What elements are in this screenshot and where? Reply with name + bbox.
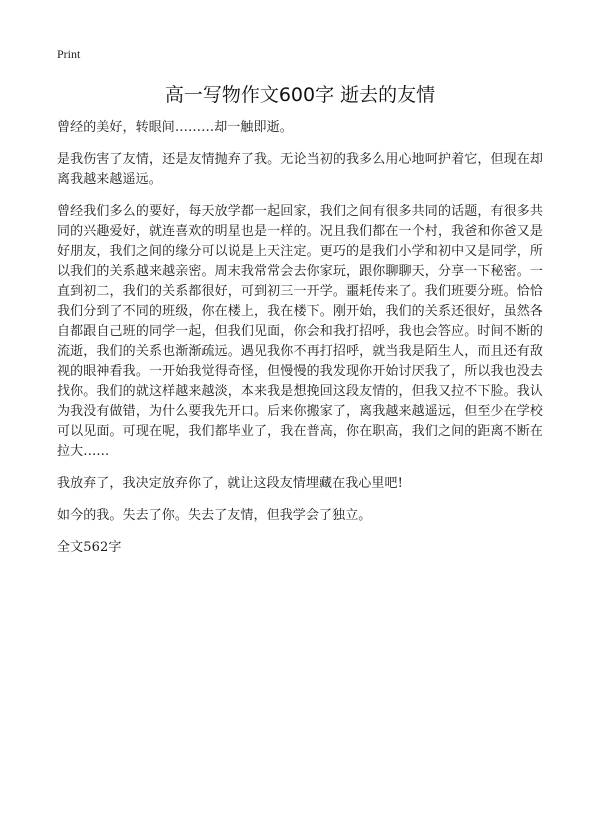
paragraph-4: 我放弃了，我决定放弃你了，就让这段友情埋藏在我心里吧! [57,476,403,491]
paragraph-3: 曾经我们多么的要好，每天放学都一起回家，我们之间有很多共同的话题，有很多共同的兴趣爱好，就连喜欢的明星也是一样的。况且我们都在一个村，我爸和你爸又是好朋友，我们之间的缘分可以说是上天注定。更巧的是我们小学和初中又是同学，所以我们的关系越来越亲密。周末我常常会去你家玩，跟你聊聊天，分享一下秘密。一直到初二，我们的关系都很好，可到初三一开学。噩耗传来了。我们班要分班。恰恰我们分到了不同的班级，你在楼上，我在楼下。刚开始，我们的关系还很好，虽然各自都跟自己班的同学一起，但我们见面，你会和我打招呼，我也会答应。时间不断的流逝，我们的关系也渐渐疏远。遇见我你不再打招呼，就当我是陌生人，而且还有敌视的眼神看我。一开始我觉得奇怪，但慢慢的我发现你开始讨厌我了，所以我也没去找你。我们的就这样越来越淡，本来我是想挽回这段友情的，但我又拉不下脸。我认为我没有做错，为什么要我先开口。后来你搬家了，离我越来越遥远，但至少在学校可以见面。可现在呢，我们都毕业了，我在普高，你在职高，我们之间的距离不断在拉大…… [57,204,543,459]
paragraph-5: 如今的我。失去了你。失去了友情，但我学会了独立。 [57,508,372,523]
word-count: 全文562字 [57,540,122,555]
document-body [57,118,543,570]
paragraph-2: 是我伤害了友情，还是友情抛弃了我。无论当初的我多么用心地呵护着它，但现在却离我越来越遥远。 [57,152,543,187]
document-title: 高一写物作文600字 逝去的友情 [164,84,436,106]
print-label: Print [57,47,81,61]
paragraph-1: 曾经的美好，转眼间………却一触即逝。 [57,120,293,135]
